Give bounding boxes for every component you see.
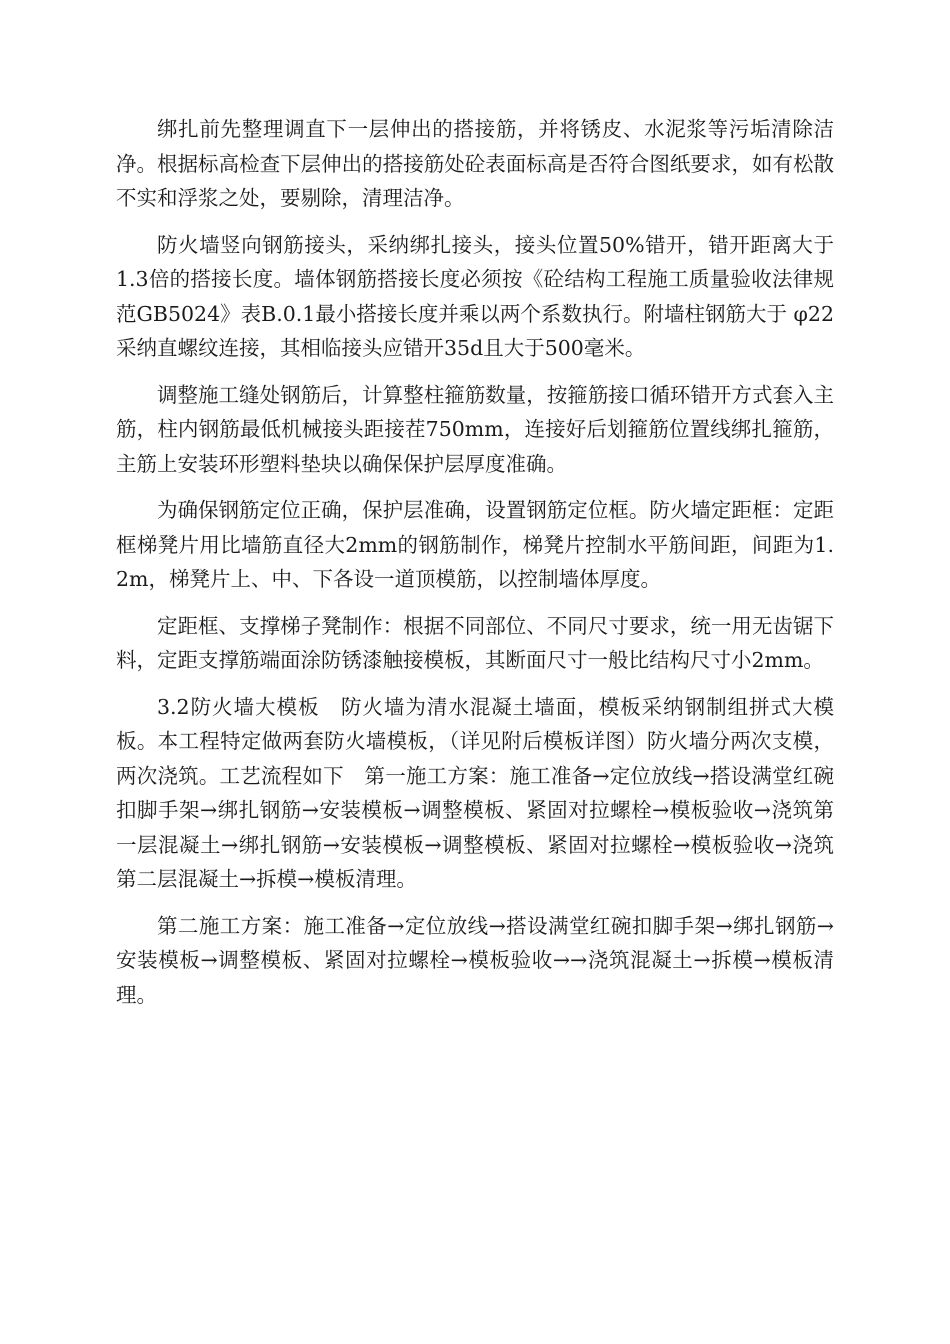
- paragraph-formwork-plan-two: 第二施工方案：施工准备→定位放线→搭设满堂红碗扣脚手架→绑扎钢筋→安装模板→调整模板、紧固对拉螺栓→模板验收→→浇筑混凝土→拆模→模板清理。: [116, 913, 834, 1007]
- paragraph-rebar-cleaning: 绑扎前先整理调直下一层伸出的搭接筋，并将锈皮、水泥浆等污垢清除洁净。根据标高检查下层伸出的搭接筋处砼表面标高是否符合图纸要求，如有松散不实和浮浆之处，要剔除，清理洁净。: [116, 117, 834, 210]
- paragraph-positioning-frame: 为确保钢筋定位正确，保护层准确，设置钢筋定位框。防火墙定距框：定距框梯凳片用比墙筋直径大2mm的钢筋制作，梯凳片控制水平筋间距，间距为1.2m，梯凳片上、中、下各设一道顶模筋，以控制墙体厚度。: [116, 498, 834, 591]
- paragraph-spacer-fabrication: 定距框、支撑梯子凳制作：根据不同部位、不同尺寸要求，统一用无齿锯下料，定距支撑筋端面涂防锈漆触接模板，其断面尺寸一般比结构尺寸小2mm。: [116, 613, 834, 672]
- paragraph-vertical-rebar-joints: 防火墙竖向钢筋接头，采纳绑扎接头，接头位置50%错开，错开距离大于1.3倍的搭接长度。墙体钢筋搭接长度必须按《砼结构工程施工质量验收法律规范GB5024》表B.0.1最小搭接长度并乘以两个系数执行。附墙柱钢筋大于 φ22采纳直螺纹连接，其相临接头应错开35d且大于500毫米。: [116, 232, 834, 360]
- paragraph-formwork-plan-one: 3.2防火墙大模板 防火墙为清水混凝土墙面，模板采纳钢制组拼式大模板。本工程特定做两套防火墙模板，（详见附后模板详图）防火墙分两次支模，两次浇筑。工艺流程如下 第一施工方案：施工准备→定位放线→搭设满堂红碗扣脚手架→绑扎钢筋→安装模板→调整模板、紧固对拉螺栓→模板验收→浇筑第一层混凝土→绑扎钢筋→安装模板→调整模板、紧固对拉螺栓→模板验收→浇筑第二层混凝土→拆模→模板清理。: [116, 694, 834, 891]
- paragraph-stirrup-adjustment: 调整施工缝处钢筋后，计算整柱箍筋数量，按箍筋接口循环错开方式套入主筋，柱内钢筋最低机械接头距接茬750mm，连接好后划箍筋位置线绑扎箍筋，主筋上安装环形塑料垫块以确保保护层厚度准确。: [116, 382, 834, 476]
- document-body: [116, 112, 834, 1024]
